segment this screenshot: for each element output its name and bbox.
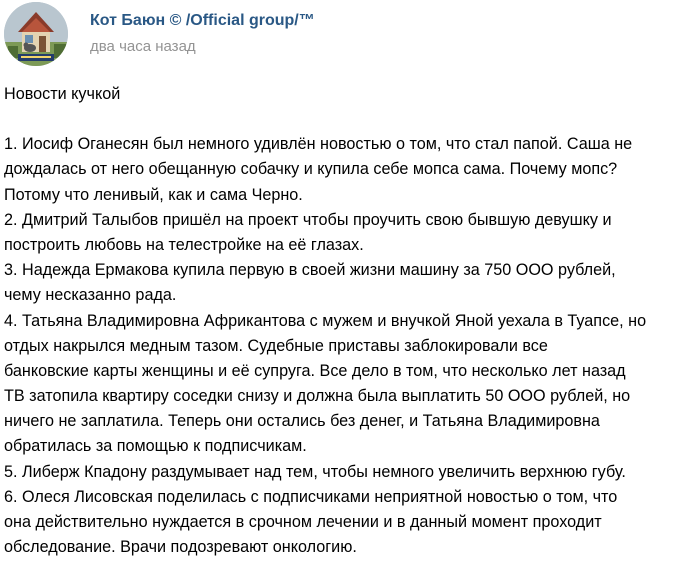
post-line-8: 4. Татьяна Владимировна Африкантова с мужем и внучкой Яной уехала в Туапсе, но (4, 311, 647, 330)
post-line-6: 3. Надежда Ермакова купила первую в своей жизни машину за 750 ООО рублей, (4, 261, 616, 280)
post-line-3: Потому что ленивый, как и сама Черно. (4, 185, 303, 204)
post-line-12: ничего не заплатила. Теперь они остались без денег, и Татьяна Владимировна (4, 412, 600, 431)
post-line-5: построить любовь на телестройке на её глазах. (4, 235, 364, 254)
post-line-16: она действительно нуждается в срочном лечении и в данный момент проходит (4, 513, 602, 531)
post-line-14: 5. Либерж Кпадону раздумывает над тем, чтобы немного увеличить верхнюю губу. (4, 462, 626, 481)
post-title: Новости кучкой (4, 85, 121, 103)
post-line-11: ТВ затопила квартиру соседки снизу и должна была выплатить 50 ООО рублей, но (4, 387, 631, 406)
post-date-link[interactable]: два часа назад (90, 38, 196, 55)
post-line-4: 2. Дмитрий Талыбов пришёл на проект чтобы проучить свою бывшую девушку и (4, 210, 612, 229)
post-line-9: отдых накрылся медным тазом. Судебные приставы заблокировали все (4, 336, 548, 355)
post-line-2: дождалась от него обещанную собачку и купила себе мопса сама. Почему мопс? (4, 160, 618, 179)
post-line-1: 1. Иосиф Оганесян был немного удивлён новостью о том, что стал папой. Саша не (4, 135, 633, 154)
cat-house-avatar-icon[interactable] (4, 2, 68, 66)
post-line-13: обратилась за помощью к подписчикам. (4, 437, 307, 456)
post-line-7: чему несказанно рада. (4, 286, 177, 305)
post-text (4, 82, 696, 560)
paragraph-spacer (4, 107, 696, 132)
post-line-17: обследование. Врачи подозревают онкологию. (4, 538, 357, 557)
post-header (4, 2, 694, 68)
post-line-15: 6. Олеся Лисовская поделилась с подписчиками неприятной новостью о том, что (4, 487, 618, 506)
post-line-10: банковские карты женщины и её супруга. Все дело в том, что несколько лет назад (4, 361, 626, 380)
group-name-link[interactable]: Кот Баюн © /Official group/™ (90, 12, 315, 29)
